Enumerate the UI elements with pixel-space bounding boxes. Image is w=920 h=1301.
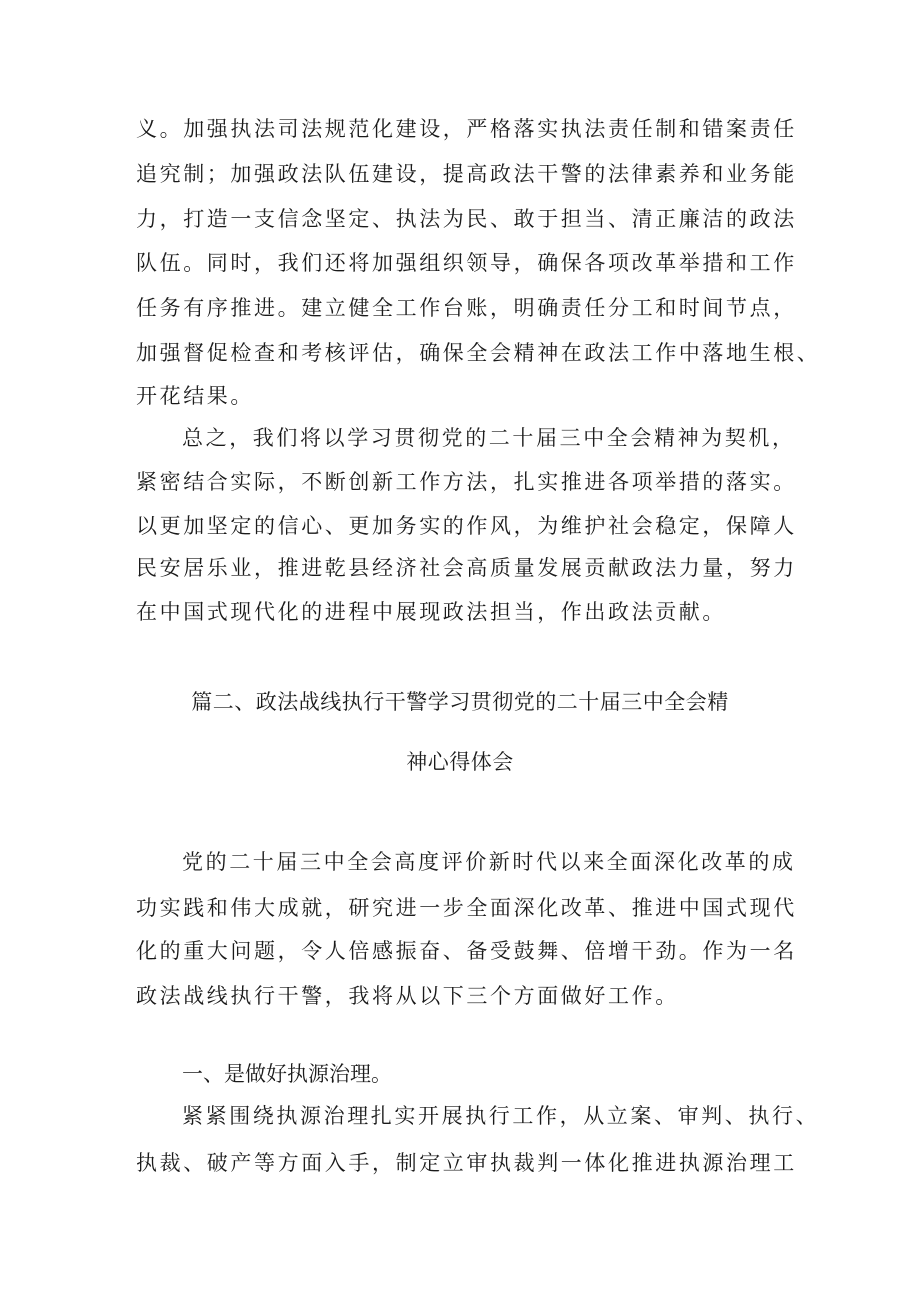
paragraph-line: 政法战线执行干警，我将从以下三个方面做好工作。 [136, 984, 679, 1008]
paragraph-line: 民安居乐业，推进乾县经济社会高质量发展贡献政法力量，努力 [136, 556, 797, 580]
paragraph-line: 执裁、破产等方面入手，制定立审执裁判一体化推进执源治理工 [136, 1151, 797, 1175]
paragraph-line: 功实践和伟大成就，研究进一步全面深化改革、推进中国式现代 [136, 896, 797, 920]
paragraph-line: 加强督促检查和考核评估，确保全会精神在政法工作中落地生根、 [136, 341, 821, 365]
paragraph-line: 紧紧围绕执源治理扎实开展执行工作，从立案、审判、执行、 [182, 1104, 820, 1128]
paragraph-line: 总之，我们将以学习贯彻党的二十届三中全会精神为契机， [182, 426, 796, 450]
paragraph-line: 开花结果。 [136, 384, 254, 408]
paragraph-line: 义。加强执法司法规范化建设，严格落实执法责任制和错案责任 [136, 117, 797, 141]
paragraph-line: 以更加坚定的信心、更加务实的作风，为维护社会稳定，保障人 [136, 514, 797, 538]
paragraph-line: 追究制；加强政法队伍建设，提高政法干警的法律素养和业务能 [136, 162, 797, 186]
paragraph-line: 队伍。同时，我们还将加强组织领导，确保各项改革举措和工作 [136, 251, 797, 275]
paragraph-line: 化的重大问题，令人倍感振奋、备受鼓舞、倍增干劲。作为一名 [136, 939, 797, 963]
article-title-line-1: 篇二、政法战线执行干警学习贯彻党的二十届三中全会精 [191, 690, 729, 714]
paragraph-line: 任务有序推进。建立健全工作台账，明确责任分工和时间节点， [136, 296, 797, 320]
article-title-line-2: 神心得体会 [406, 750, 514, 774]
paragraph-line: 力，打造一支信念坚定、执法为民、敢于担当、清正廉洁的政法 [136, 207, 797, 231]
paragraph-line: 党的二十届三中全会高度评价新时代以来全面深化改革的成 [182, 850, 796, 874]
paragraph-line: 紧密结合实际，不断创新工作方法，扎实推进各项举措的落实。 [136, 470, 797, 494]
paragraph-line: 在中国式现代化的进程中展现政法担当，作出政法贡献。 [136, 600, 726, 624]
section-subheading: 一、是做好执源治理。 [182, 1062, 392, 1086]
